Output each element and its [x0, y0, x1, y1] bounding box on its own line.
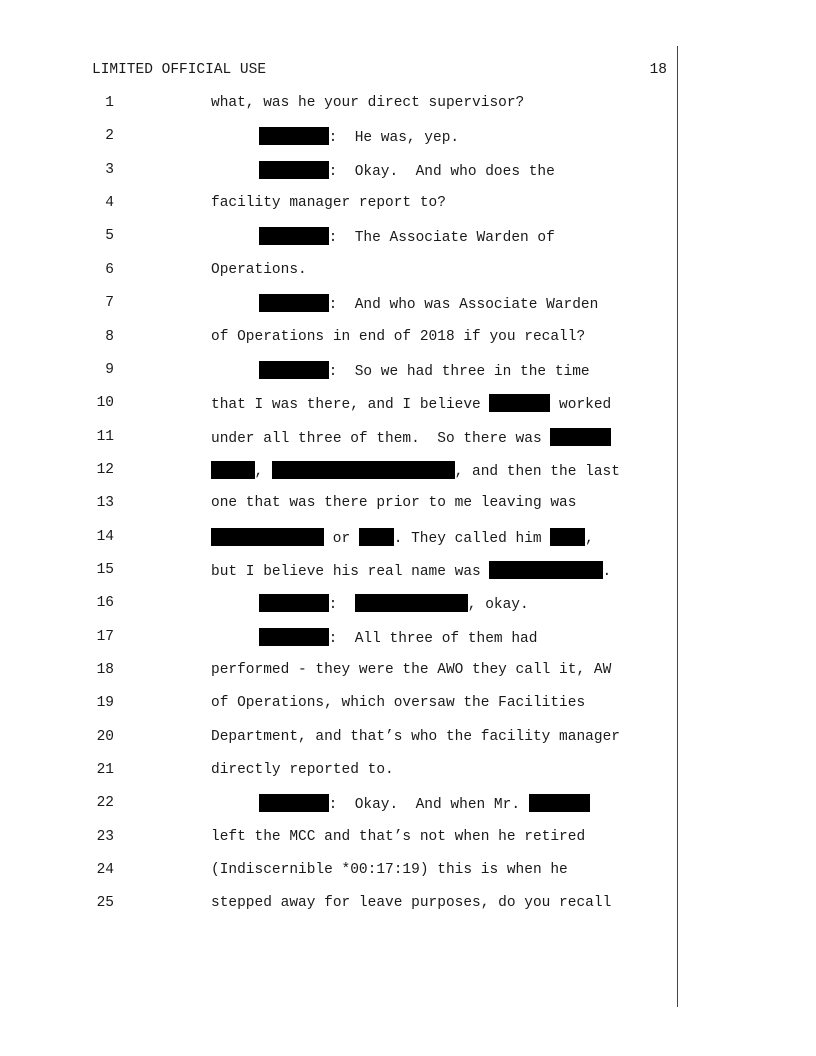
line-number: 7 [105, 295, 114, 312]
line-text [211, 661, 611, 679]
text-segment: what, was he your direct supervisor? [211, 95, 525, 111]
line-text [259, 227, 555, 247]
text-segment: performed - they were the AWO they call it, AW [211, 662, 612, 678]
line-text [211, 194, 446, 212]
transcript-line [0, 261, 676, 294]
transcript-line [0, 528, 676, 561]
line-number: 17 [96, 628, 114, 645]
line-number: 20 [96, 728, 114, 745]
transcript-line [0, 461, 676, 494]
line-number: 12 [96, 461, 114, 478]
transcript-line [0, 728, 676, 761]
text-segment: : [328, 597, 355, 614]
transcript-line [0, 594, 676, 627]
redaction-block [489, 561, 602, 579]
transcript-line [0, 361, 676, 394]
line-number: 2 [105, 128, 114, 145]
text-segment: directly reported to. [211, 762, 394, 778]
text-segment: or [324, 530, 359, 547]
line-text [259, 628, 537, 648]
text-segment: stepped away for leave purposes, do you recall [211, 895, 612, 912]
line-text [211, 561, 611, 581]
transcript-line [0, 561, 676, 594]
text-segment: worked [550, 397, 612, 414]
line-number: 23 [96, 828, 114, 845]
line-text [211, 461, 620, 481]
redaction-block [259, 794, 329, 812]
redaction-block [259, 294, 329, 312]
transcript-line [0, 328, 676, 361]
redaction-block [259, 127, 329, 145]
line-text [211, 528, 594, 548]
text-segment: one that was there prior to me leaving was [211, 495, 577, 512]
redaction-block [355, 594, 468, 612]
transcript-line [0, 194, 676, 227]
line-text [211, 94, 524, 112]
line-text [211, 328, 585, 346]
line-text [211, 394, 611, 414]
line-number: 22 [96, 795, 114, 812]
line-text [211, 261, 307, 279]
line-number: 15 [96, 561, 114, 578]
line-text [259, 361, 590, 381]
right-margin-rule [677, 46, 678, 1007]
line-number: 13 [96, 495, 114, 512]
transcript-line [0, 794, 676, 827]
line-number: 8 [105, 328, 114, 345]
text-segment: but I believe his real name was [211, 563, 490, 580]
redaction-block [259, 594, 329, 612]
line-text [211, 761, 394, 779]
text-segment: . [602, 563, 612, 580]
redaction-block [259, 628, 329, 646]
text-segment: : He was, yep. [328, 130, 460, 147]
line-text [211, 828, 585, 846]
line-number: 10 [96, 395, 114, 412]
line-number: 25 [96, 895, 114, 912]
line-text [259, 794, 590, 814]
text-segment: , [585, 530, 594, 547]
line-number: 14 [96, 528, 114, 545]
transcript-line [0, 894, 676, 927]
transcript-line [0, 227, 676, 260]
line-number: 11 [96, 428, 114, 445]
text-segment: : And who was Associate Warden [328, 297, 599, 314]
transcript-line [0, 861, 676, 894]
text-segment: : All three of them had [328, 630, 538, 647]
line-number: 24 [96, 862, 114, 879]
redaction-block [550, 428, 611, 446]
text-segment: under all three of them. So there was [211, 430, 551, 447]
transcript-line [0, 394, 676, 427]
transcript-line [0, 828, 676, 861]
text-segment: : So we had three in the time [328, 363, 590, 380]
transcript-line [0, 494, 676, 527]
transcript-line [0, 628, 676, 661]
text-segment: of Operations, which oversaw the Facilities [211, 695, 586, 712]
line-text [211, 494, 576, 512]
line-text [211, 894, 611, 912]
text-segment: Department, and that’s who the facility manager [211, 728, 620, 745]
line-text [211, 728, 620, 746]
redaction-block [259, 161, 329, 179]
line-number: 16 [96, 595, 114, 612]
text-segment: left the MCC and that’s not when he retired [211, 828, 586, 845]
transcript-line [0, 94, 676, 127]
redaction-block [272, 461, 455, 479]
line-number: 3 [105, 161, 114, 178]
line-text [211, 694, 585, 712]
line-number: 4 [105, 195, 114, 212]
redaction-block [211, 528, 324, 546]
text-segment: : Okay. And when Mr. [328, 797, 529, 814]
redaction-block [489, 394, 550, 412]
text-segment: . They called him [393, 530, 551, 547]
line-text [259, 294, 598, 314]
redaction-block [211, 461, 255, 479]
line-number: 1 [105, 95, 114, 111]
line-number: 21 [96, 762, 114, 778]
redaction-block [550, 528, 585, 546]
transcript-line [0, 661, 676, 694]
text-segment: : The Associate Warden of [328, 230, 555, 247]
line-text [211, 428, 611, 448]
transcript-line [0, 761, 676, 794]
transcript-line [0, 161, 676, 194]
transcript-line [0, 694, 676, 727]
redaction-block [529, 794, 590, 812]
transcript-line [0, 294, 676, 327]
text-segment: facility manager report to? [211, 195, 446, 212]
line-number: 19 [96, 695, 114, 712]
text-segment: : Okay. And who does the [328, 163, 555, 180]
line-number: 9 [105, 361, 114, 378]
line-number: 5 [105, 228, 114, 245]
line-text [259, 594, 529, 614]
redaction-block [259, 361, 329, 379]
text-segment: of Operations in end of 2018 if you recall? [211, 328, 586, 345]
line-number: 18 [96, 662, 114, 678]
text-segment: (Indiscernible *00:17:19) this is when he [211, 862, 568, 879]
text-segment: , [254, 463, 272, 480]
header-classification: LIMITED OFFICIAL USE [92, 62, 267, 78]
transcript-line [0, 428, 676, 461]
line-text [211, 861, 568, 879]
line-text [259, 127, 459, 147]
redaction-block [359, 528, 394, 546]
page-number: 18 [649, 62, 667, 78]
text-segment: that I was there, and I believe [211, 397, 490, 414]
line-text [259, 161, 555, 181]
redaction-block [259, 227, 329, 245]
transcript-line [0, 127, 676, 160]
text-segment: , okay. [467, 597, 529, 614]
text-segment: , and then the last [454, 463, 620, 480]
line-number: 6 [105, 261, 114, 278]
text-segment: Operations. [211, 261, 307, 278]
